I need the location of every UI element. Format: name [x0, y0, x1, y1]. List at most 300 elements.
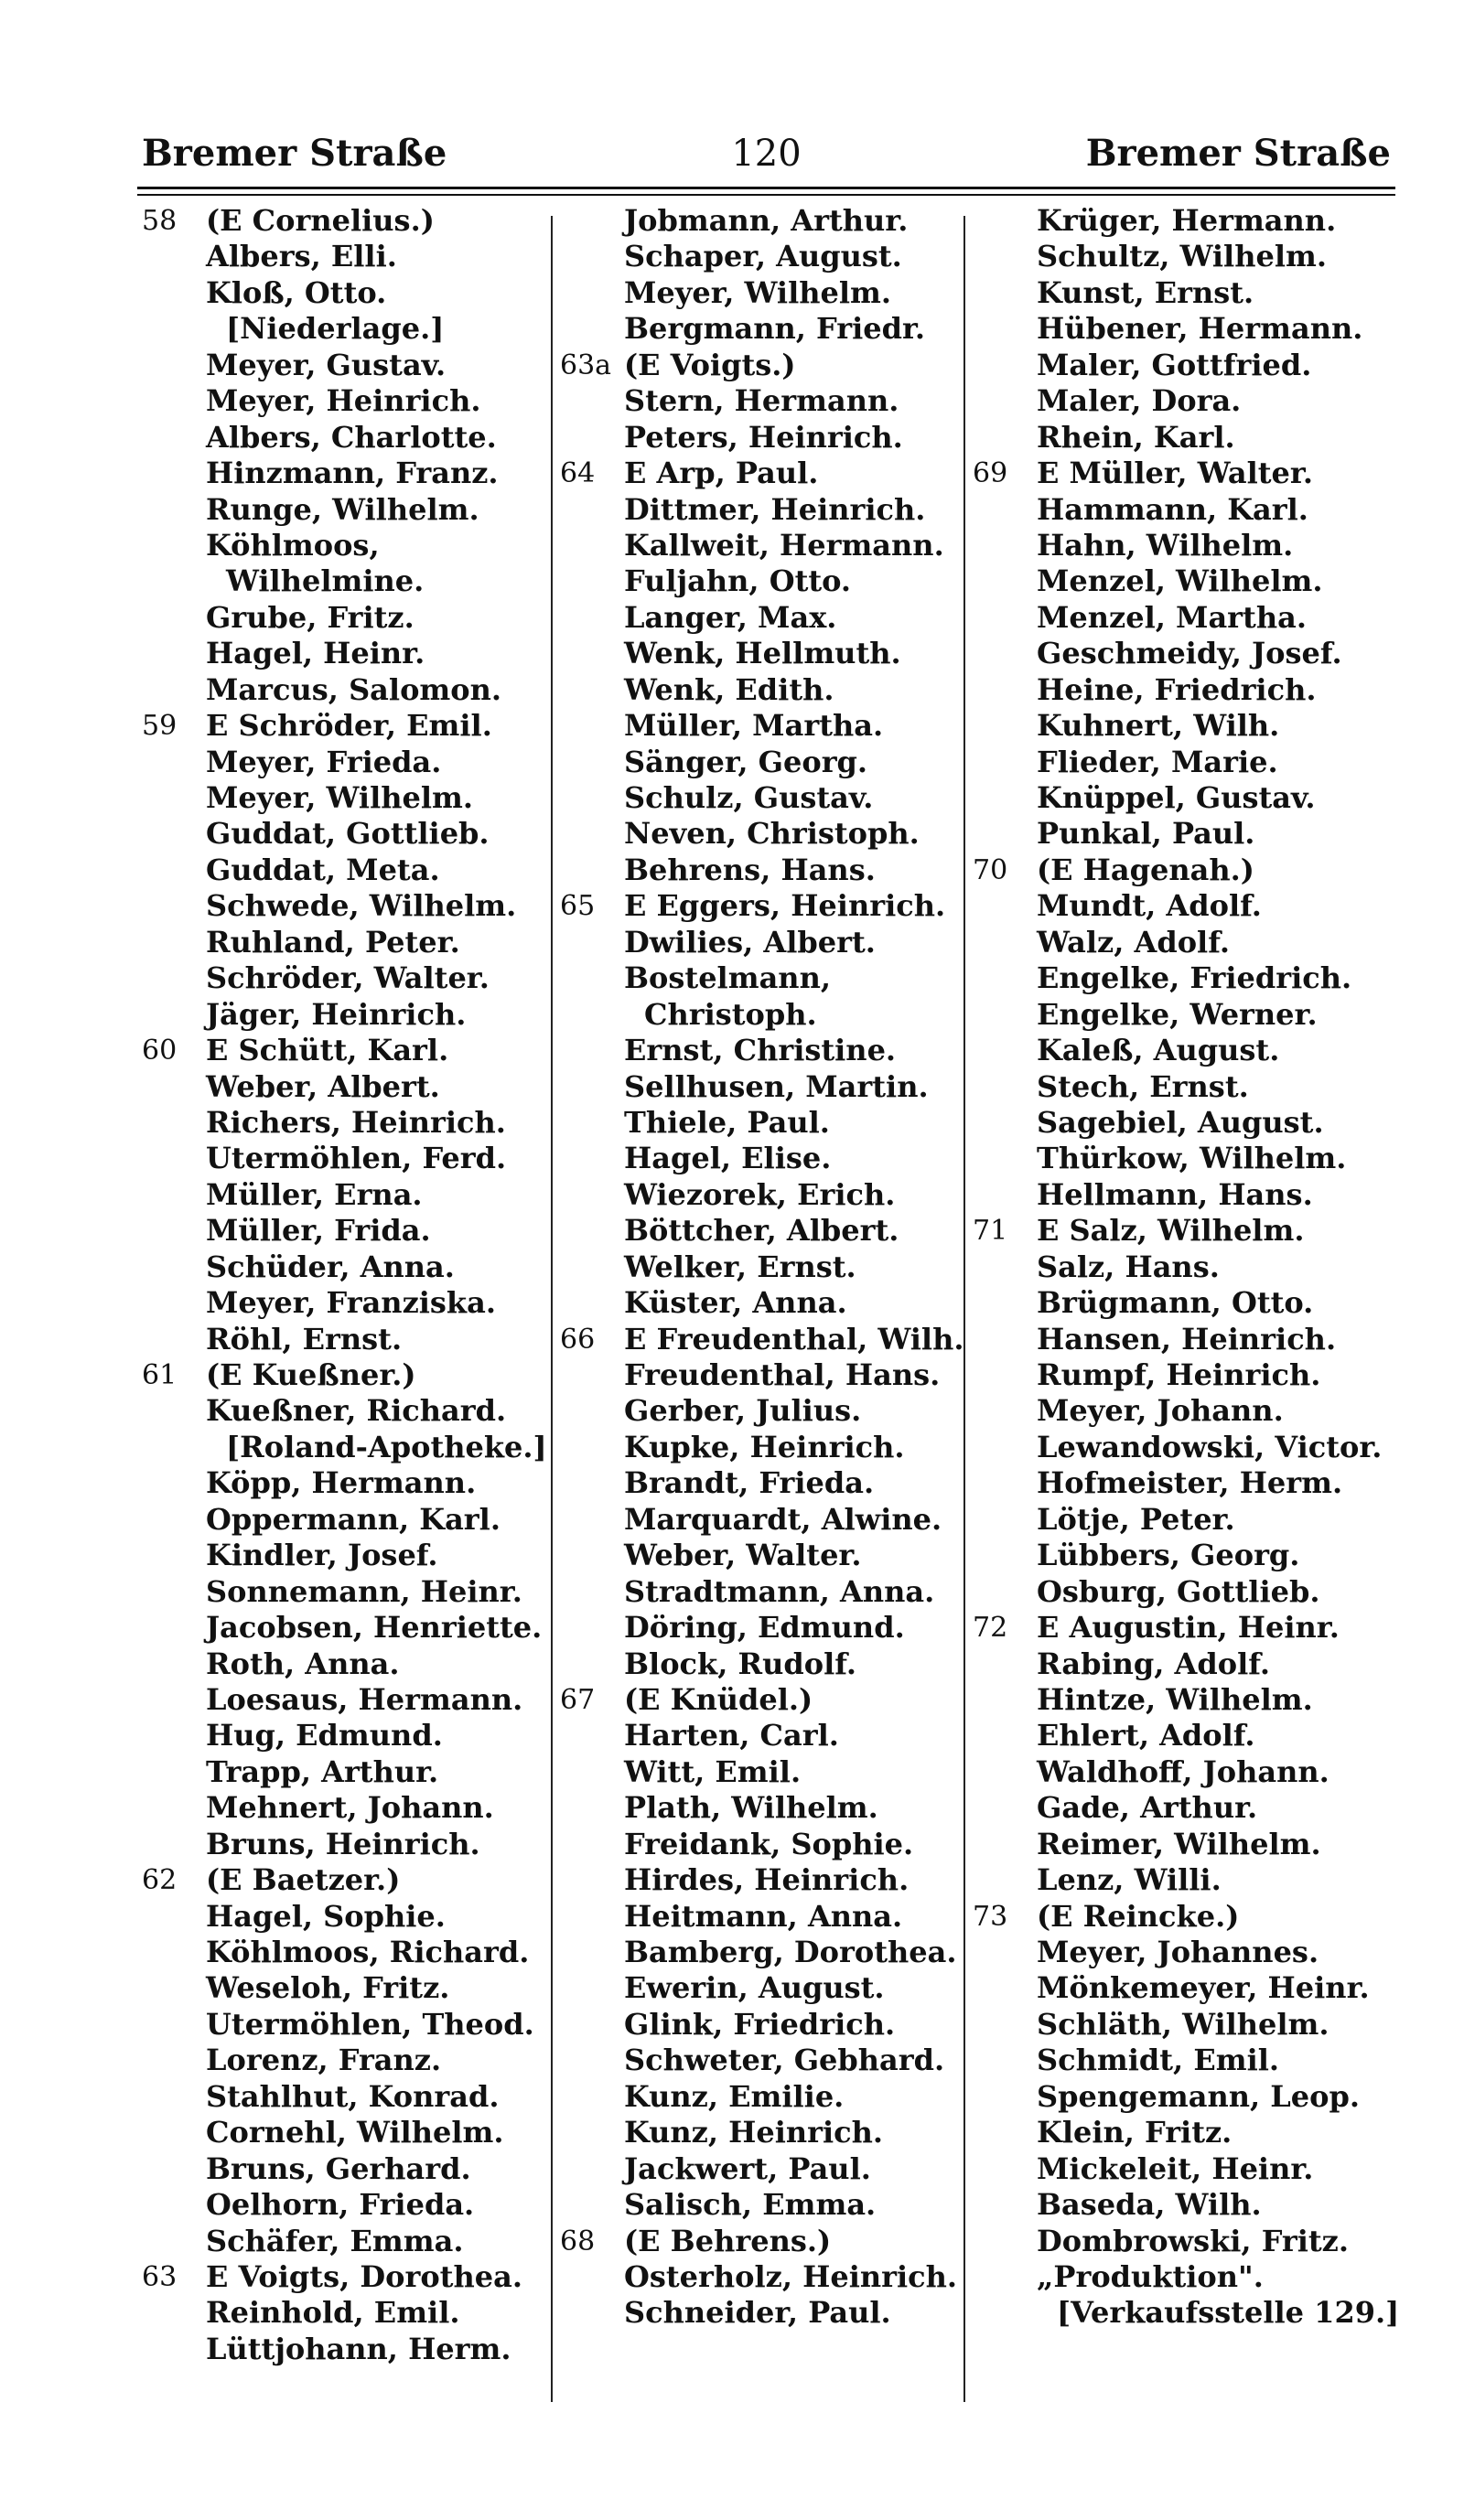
header-rule-top	[137, 187, 1395, 189]
resident-name: Jackwert, Paul.	[624, 2150, 871, 2186]
house-number: 67	[560, 1683, 596, 1716]
resident-name: Stradtmann, Anna.	[624, 1573, 935, 1609]
resident-name: Klein, Fritz.	[1037, 2115, 1233, 2150]
resident-name: Mönkemeyer, Heinr.	[1037, 1970, 1370, 2006]
resident-name: Plath, Wilhelm.	[624, 1790, 878, 1826]
resident-name: Weber, Walter.	[624, 1538, 862, 1573]
resident-name: Roth, Anna.	[206, 1646, 400, 1681]
directory-entry	[973, 1393, 1403, 1429]
directory-entry	[142, 1574, 572, 1610]
resident-name: Engelke, Werner.	[1037, 996, 1318, 1032]
directory-entry	[973, 1285, 1403, 1321]
resident-name: Mickeleit, Heinr.	[1037, 2150, 1314, 2186]
resident-name: Hirdes, Heinrich.	[624, 1862, 910, 1898]
resident-name: E Müller, Walter.	[1037, 456, 1313, 491]
resident-name: Wiezorek, Erich.	[624, 1176, 896, 1212]
resident-name: Jacobsen, Henriette.	[206, 1610, 543, 1646]
directory-entry	[142, 1899, 572, 1935]
resident-name: Peters, Heinrich.	[624, 419, 903, 455]
resident-name: Trapp, Arthur.	[206, 1753, 439, 1789]
directory-entry	[142, 1754, 572, 1790]
directory-entry	[560, 1862, 990, 1898]
resident-name: Menzel, Martha.	[1037, 599, 1307, 635]
resident-name: Lüttjohann, Herm.	[206, 2331, 511, 2366]
directory-entry	[560, 853, 990, 888]
resident-name: Schmidt, Emil.	[1037, 2043, 1280, 2078]
resident-name: Hintze, Wilhelm.	[1037, 1681, 1313, 1717]
directory-entry	[973, 1790, 1403, 1826]
directory-entry	[560, 2259, 990, 2295]
directory-entry	[142, 1069, 572, 1105]
directory-entry	[560, 1322, 990, 1357]
resident-name: Hug, Edmund.	[206, 1718, 443, 1753]
resident-name: Kindler, Josef.	[206, 1538, 438, 1573]
directory-entry	[973, 816, 1403, 852]
resident-name: Walz, Adolf.	[1037, 924, 1230, 960]
directory-entry	[142, 203, 572, 239]
directory-entry	[973, 311, 1403, 347]
directory-entry	[973, 1502, 1403, 1538]
resident-name: Kaleß, August.	[1037, 1033, 1280, 1068]
house-number: 58	[142, 205, 178, 237]
resident-name: Stern, Hermann.	[624, 383, 899, 419]
resident-name: Lübbers, Georg.	[1037, 1538, 1300, 1573]
resident-name: Thürkow, Wilhelm.	[1037, 1141, 1347, 1176]
directory-entry	[560, 1285, 990, 1321]
directory-entry	[973, 1069, 1403, 1105]
directory-entry	[142, 1465, 572, 1501]
directory-entry	[973, 1754, 1403, 1790]
resident-name: Schüder, Anna.	[206, 1249, 455, 1284]
resident-name: Schaper, August.	[624, 239, 902, 274]
resident-name: (E Baetzer.)	[206, 1862, 401, 1898]
directory-entry	[142, 1827, 572, 1862]
directory-entry	[973, 1430, 1403, 1465]
directory-entry	[973, 2043, 1403, 2078]
resident-name: Waldhoff, Johann.	[1037, 1753, 1329, 1789]
directory-entry	[142, 1357, 572, 1393]
directory-entry	[142, 239, 572, 274]
directory-entry	[973, 239, 1403, 274]
resident-name: Schläth, Wilhelm.	[1037, 2006, 1329, 2042]
resident-name: Kunz, Emilie.	[624, 2078, 845, 2114]
directory-entry	[142, 1393, 572, 1429]
resident-name: Hansen, Heinrich.	[1037, 1321, 1337, 1357]
resident-name: E Freudenthal, Wilh.	[624, 1321, 964, 1357]
directory-entry	[142, 2259, 572, 2295]
house-number: 65	[560, 890, 596, 923]
directory-entry	[142, 2295, 572, 2331]
resident-name: Meyer, Wilhelm.	[206, 780, 474, 815]
resident-name: E Augustin, Heinr.	[1037, 1610, 1340, 1646]
directory-entry	[142, 2079, 572, 2115]
resident-name: Loesaus, Hermann.	[206, 1681, 523, 1717]
resident-name: Spengemann, Leop.	[1037, 2078, 1360, 2114]
resident-name: Sänger, Georg.	[624, 744, 868, 779]
directory-entry	[142, 997, 572, 1033]
directory-entry	[142, 2007, 572, 2043]
directory-entry	[973, 780, 1403, 816]
resident-name: Block, Rudolf.	[624, 1646, 856, 1681]
resident-name: Bamberg, Dorothea.	[624, 1935, 957, 1969]
resident-name: Stahlhut, Konrad.	[206, 2078, 500, 2114]
directory-entry	[142, 1322, 572, 1357]
resident-name: Hinzmann, Franz.	[206, 456, 499, 491]
directory-entry	[560, 816, 990, 852]
directory-entry	[560, 383, 990, 419]
resident-name: Lewandowski, Victor.	[1037, 1429, 1383, 1464]
directory-entry	[560, 311, 990, 347]
directory-entry	[560, 888, 990, 924]
resident-name: Runge, Wilhelm.	[206, 491, 479, 527]
directory-entry	[142, 311, 572, 347]
directory-entry	[973, 1141, 1403, 1176]
directory-entry	[142, 420, 572, 456]
directory-entry	[560, 1790, 990, 1826]
resident-name: Schneider, Paul.	[624, 2295, 891, 2331]
resident-name: Utermöhlen, Ferd.	[206, 1141, 507, 1176]
directory-entry	[142, 2332, 572, 2367]
directory-entry	[560, 1754, 990, 1790]
resident-name: Hofmeister, Herm.	[1037, 1465, 1343, 1501]
directory-entry	[560, 1610, 990, 1646]
resident-name: Müller, Martha.	[624, 708, 884, 744]
resident-name: Hellmann, Hans.	[1037, 1176, 1313, 1212]
house-number: 63a	[560, 349, 612, 381]
resident-name: Schultz, Wilhelm.	[1037, 239, 1327, 274]
directory-entry	[973, 997, 1403, 1033]
directory-entry	[560, 997, 990, 1033]
resident-name: Köhlmoos, Richard.	[206, 1935, 530, 1969]
resident-name: E Schütt, Karl.	[206, 1033, 449, 1068]
directory-entry	[560, 925, 990, 960]
directory-entry	[973, 600, 1403, 636]
resident-name: Ewerin, August.	[624, 1970, 885, 2006]
directory-entry	[142, 492, 572, 528]
resident-name: Osburg, Gottlieb.	[1037, 1573, 1320, 1609]
directory-entry	[142, 2151, 572, 2187]
house-number: 60	[142, 1035, 178, 1067]
directory-entry	[973, 2259, 1403, 2295]
resident-name: Gerber, Julius.	[624, 1393, 862, 1429]
resident-name: Lorenz, Franz.	[206, 2043, 442, 2078]
resident-name: [Niederlage.]	[226, 311, 445, 347]
resident-name: Hübener, Hermann.	[1037, 311, 1363, 347]
directory-entry	[560, 2079, 990, 2115]
directory-entry	[973, 1827, 1403, 1862]
directory-entry	[973, 383, 1403, 419]
resident-name: Küster, Anna.	[624, 1285, 847, 1321]
resident-name: Heine, Friedrich.	[1037, 671, 1317, 707]
resident-name: Marcus, Salomon.	[206, 671, 502, 707]
directory-entry	[973, 1899, 1403, 1935]
resident-name: Guddat, Gottlieb.	[206, 816, 490, 852]
house-number: 72	[973, 1612, 1008, 1645]
house-number: 70	[973, 853, 1008, 886]
resident-name: Hagel, Elise.	[624, 1141, 832, 1176]
house-number: 69	[973, 457, 1008, 490]
house-number: 61	[142, 1359, 178, 1391]
directory-entry	[973, 563, 1403, 599]
resident-name: [Verkaufsstelle 129.]	[1057, 2295, 1400, 2331]
resident-name: Baseda, Wilh.	[1037, 2187, 1262, 2223]
resident-name: (E Kueßner.)	[206, 1357, 416, 1392]
directory-entry	[142, 1682, 572, 1718]
resident-name: Neven, Christoph.	[624, 816, 920, 852]
resident-name: Meyer, Gustav.	[206, 347, 447, 382]
resident-name: Behrens, Hans.	[624, 852, 876, 887]
resident-name: Böttcher, Albert.	[624, 1213, 899, 1249]
house-number: 62	[142, 1864, 178, 1897]
directory-entry	[560, 239, 990, 274]
directory-entry	[142, 2224, 572, 2259]
header-street-right: Bremer Straße	[1085, 132, 1391, 175]
resident-name: Glink, Friedrich.	[624, 2006, 896, 2042]
directory-entry	[973, 1249, 1403, 1285]
directory-entry	[973, 2224, 1403, 2259]
directory-entry	[973, 420, 1403, 456]
resident-name: Müller, Frida.	[206, 1213, 431, 1249]
resident-name: (E Behrens.)	[624, 2223, 832, 2258]
resident-name: [Roland-Apotheke.]	[226, 1429, 547, 1464]
directory-entry	[973, 1465, 1403, 1501]
house-number: 68	[560, 2225, 596, 2257]
directory-entry	[973, 1970, 1403, 2006]
directory-entry	[142, 1718, 572, 1753]
directory-entry	[973, 2079, 1403, 2115]
resident-name: E Eggers, Heinrich.	[624, 888, 946, 924]
resident-name: Engelke, Friedrich.	[1037, 960, 1352, 996]
resident-name: Kallweit, Hermann.	[624, 527, 944, 563]
resident-name: Rhein, Karl.	[1037, 419, 1235, 455]
resident-name: Welker, Ernst.	[624, 1249, 856, 1284]
directory-entry	[560, 492, 990, 528]
resident-name: Marquardt, Alwine.	[624, 1501, 942, 1537]
directory-entry	[142, 2115, 572, 2150]
house-number: 73	[973, 1900, 1008, 1933]
column-2	[560, 203, 990, 2332]
resident-name: Flieder, Marie.	[1037, 744, 1278, 779]
resident-name: Krüger, Hermann.	[1037, 203, 1337, 238]
directory-entry	[142, 1141, 572, 1176]
directory-entry	[142, 672, 572, 708]
resident-name: Punkal, Paul.	[1037, 816, 1255, 852]
directory-entry	[973, 1105, 1403, 1141]
resident-name: Schäfer, Emma.	[206, 2223, 464, 2258]
resident-name: Thiele, Paul.	[624, 1104, 830, 1140]
directory-entry	[142, 1970, 572, 2006]
resident-name: (E Cornelius.)	[206, 203, 435, 238]
directory-entry	[560, 1393, 990, 1429]
house-number: 63	[142, 2260, 178, 2293]
resident-name: Hammann, Karl.	[1037, 491, 1308, 527]
resident-name: Bruns, Heinrich.	[206, 1826, 480, 1861]
directory-entry	[560, 1970, 990, 2006]
resident-name: Bostelmann,	[624, 960, 831, 996]
directory-entry	[973, 1322, 1403, 1357]
resident-name: E Voigts, Dorothea.	[206, 2258, 522, 2294]
directory-entry	[973, 275, 1403, 311]
directory-entry	[560, 2115, 990, 2150]
directory-entry	[560, 1249, 990, 1285]
directory-entry	[973, 1177, 1403, 1213]
directory-entry	[973, 888, 1403, 924]
directory-entry	[560, 1646, 990, 1682]
directory-entry	[560, 636, 990, 671]
resident-name: Jäger, Heinrich.	[206, 996, 467, 1032]
resident-name: (E Voigts.)	[624, 347, 796, 382]
directory-entry	[560, 1538, 990, 1573]
directory-entry	[973, 1682, 1403, 1718]
directory-entry	[560, 1430, 990, 1465]
directory-entry	[973, 528, 1403, 563]
resident-name: Meyer, Heinrich.	[206, 383, 481, 419]
resident-name: Sellhusen, Martin.	[624, 1068, 929, 1104]
directory-entry	[560, 1177, 990, 1213]
resident-name: Rabing, Adolf.	[1037, 1646, 1270, 1681]
resident-name: (E Reincke.)	[1037, 1898, 1240, 1934]
resident-name: Bergmann, Friedr.	[624, 311, 926, 347]
resident-name: Freidank, Sophie.	[624, 1826, 914, 1861]
resident-name: Lötje, Peter.	[1037, 1501, 1235, 1537]
resident-name: Harten, Carl.	[624, 1718, 839, 1753]
directory-entry	[142, 1935, 572, 1970]
resident-name: (E Hagenah.)	[1037, 852, 1254, 887]
resident-name: Gade, Arthur.	[1037, 1790, 1258, 1826]
resident-name: Köhlmoos,	[206, 527, 380, 563]
directory-entry	[560, 1105, 990, 1141]
resident-name: Mundt, Adolf.	[1037, 888, 1262, 924]
house-number: 71	[973, 1215, 1008, 1248]
directory-entry	[560, 1069, 990, 1105]
resident-name: E Salz, Wilhelm.	[1037, 1213, 1305, 1249]
resident-name: Weseloh, Fritz.	[206, 1970, 450, 2006]
directory-entry	[142, 275, 572, 311]
directory-entry	[142, 1177, 572, 1213]
directory-entry	[142, 1538, 572, 1573]
directory-entry	[973, 1033, 1403, 1068]
resident-name: Kunz, Heinrich.	[624, 2115, 884, 2150]
directory-entry	[973, 853, 1403, 888]
directory-entry	[142, 1105, 572, 1141]
resident-name: Geschmeidy, Josef.	[1037, 636, 1342, 671]
resident-name: Rumpf, Heinrich.	[1037, 1357, 1321, 1392]
directory-entry	[560, 420, 990, 456]
resident-name: Freudenthal, Hans.	[624, 1357, 941, 1392]
resident-name: Meyer, Wilhelm.	[624, 274, 892, 310]
directory-entry	[142, 1502, 572, 1538]
directory-entry	[560, 1935, 990, 1970]
resident-name: Meyer, Frieda.	[206, 744, 442, 779]
resident-name: Richers, Heinrich.	[206, 1104, 506, 1140]
directory-entry	[560, 2007, 990, 2043]
resident-name: Weber, Albert.	[206, 1068, 440, 1104]
resident-name: Röhl, Ernst.	[206, 1321, 403, 1357]
directory-entry	[560, 1899, 990, 1935]
directory-entry	[142, 816, 572, 852]
resident-name: Dwilies, Albert.	[624, 924, 876, 960]
directory-entry	[560, 2187, 990, 2223]
directory-entry	[973, 2151, 1403, 2187]
directory-entry	[973, 1538, 1403, 1573]
directory-entry	[142, 528, 572, 563]
resident-name: E Arp, Paul.	[624, 456, 819, 491]
directory-entry	[142, 348, 572, 383]
resident-name: Sonnemann, Heinr.	[206, 1573, 522, 1609]
resident-name: Hahn, Wilhelm.	[1037, 527, 1294, 563]
directory-entry	[973, 2295, 1403, 2331]
directory-entry	[142, 888, 572, 924]
directory-entry	[142, 1610, 572, 1646]
directory-entry	[973, 1646, 1403, 1682]
directory-entry	[973, 2007, 1403, 2043]
resident-name: Ernst, Christine.	[624, 1033, 897, 1068]
resident-name: Reimer, Wilhelm.	[1037, 1826, 1321, 1861]
directory-entry	[142, 563, 572, 599]
directory-entry	[560, 348, 990, 383]
directory-entry	[560, 275, 990, 311]
column-1	[142, 203, 572, 2367]
directory-entry	[973, 745, 1403, 780]
directory-entry	[560, 960, 990, 996]
directory-entry	[142, 2043, 572, 2078]
resident-name: Ehlert, Adolf.	[1037, 1718, 1255, 1753]
directory-entry	[973, 1862, 1403, 1898]
directory-entry	[142, 1213, 572, 1249]
resident-name: Brandt, Frieda.	[624, 1465, 875, 1501]
directory-entry	[973, 492, 1403, 528]
house-number: 66	[560, 1323, 596, 1356]
resident-name: Oppermann, Karl.	[206, 1501, 501, 1537]
resident-name: Maler, Dora.	[1037, 383, 1242, 419]
resident-name: Menzel, Wilhelm.	[1037, 563, 1323, 599]
resident-name: Wilhelmine.	[226, 563, 425, 599]
resident-name: Köpp, Hermann.	[206, 1465, 477, 1501]
directory-entry	[142, 780, 572, 816]
resident-name: (E Knüdel.)	[624, 1681, 813, 1717]
resident-name: Hagel, Heinr.	[206, 636, 425, 671]
directory-entry	[560, 1574, 990, 1610]
resident-name: Kloß, Otto.	[206, 274, 387, 310]
resident-name: Knüppel, Gustav.	[1037, 780, 1316, 815]
resident-name: E Schröder, Emil.	[206, 708, 492, 744]
directory-entry	[560, 1357, 990, 1393]
directory-entry	[973, 1610, 1403, 1646]
directory-entry	[973, 672, 1403, 708]
directory-entry	[973, 203, 1403, 239]
resident-name: Heitmann, Anna.	[624, 1898, 903, 1934]
directory-entry	[973, 1935, 1403, 1970]
directory-entry	[142, 960, 572, 996]
directory-entry	[560, 1682, 990, 1718]
directory-entry	[973, 708, 1403, 744]
directory-entry	[142, 853, 572, 888]
directory-entry	[973, 1213, 1403, 1249]
directory-entry	[560, 203, 990, 239]
directory-entry	[973, 636, 1403, 671]
resident-name: Guddat, Meta.	[206, 852, 440, 887]
resident-name: Schröder, Walter.	[206, 960, 490, 996]
resident-name: Cornehl, Wilhelm.	[206, 2115, 504, 2150]
directory-entry	[560, 456, 990, 491]
directory-entry	[142, 600, 572, 636]
resident-name: Meyer, Johann.	[1037, 1393, 1284, 1429]
directory-entry	[973, 456, 1403, 491]
directory-entry	[560, 780, 990, 816]
directory-entry	[560, 708, 990, 744]
resident-name: Müller, Erna.	[206, 1176, 423, 1212]
resident-name: Albers, Elli.	[206, 239, 397, 274]
